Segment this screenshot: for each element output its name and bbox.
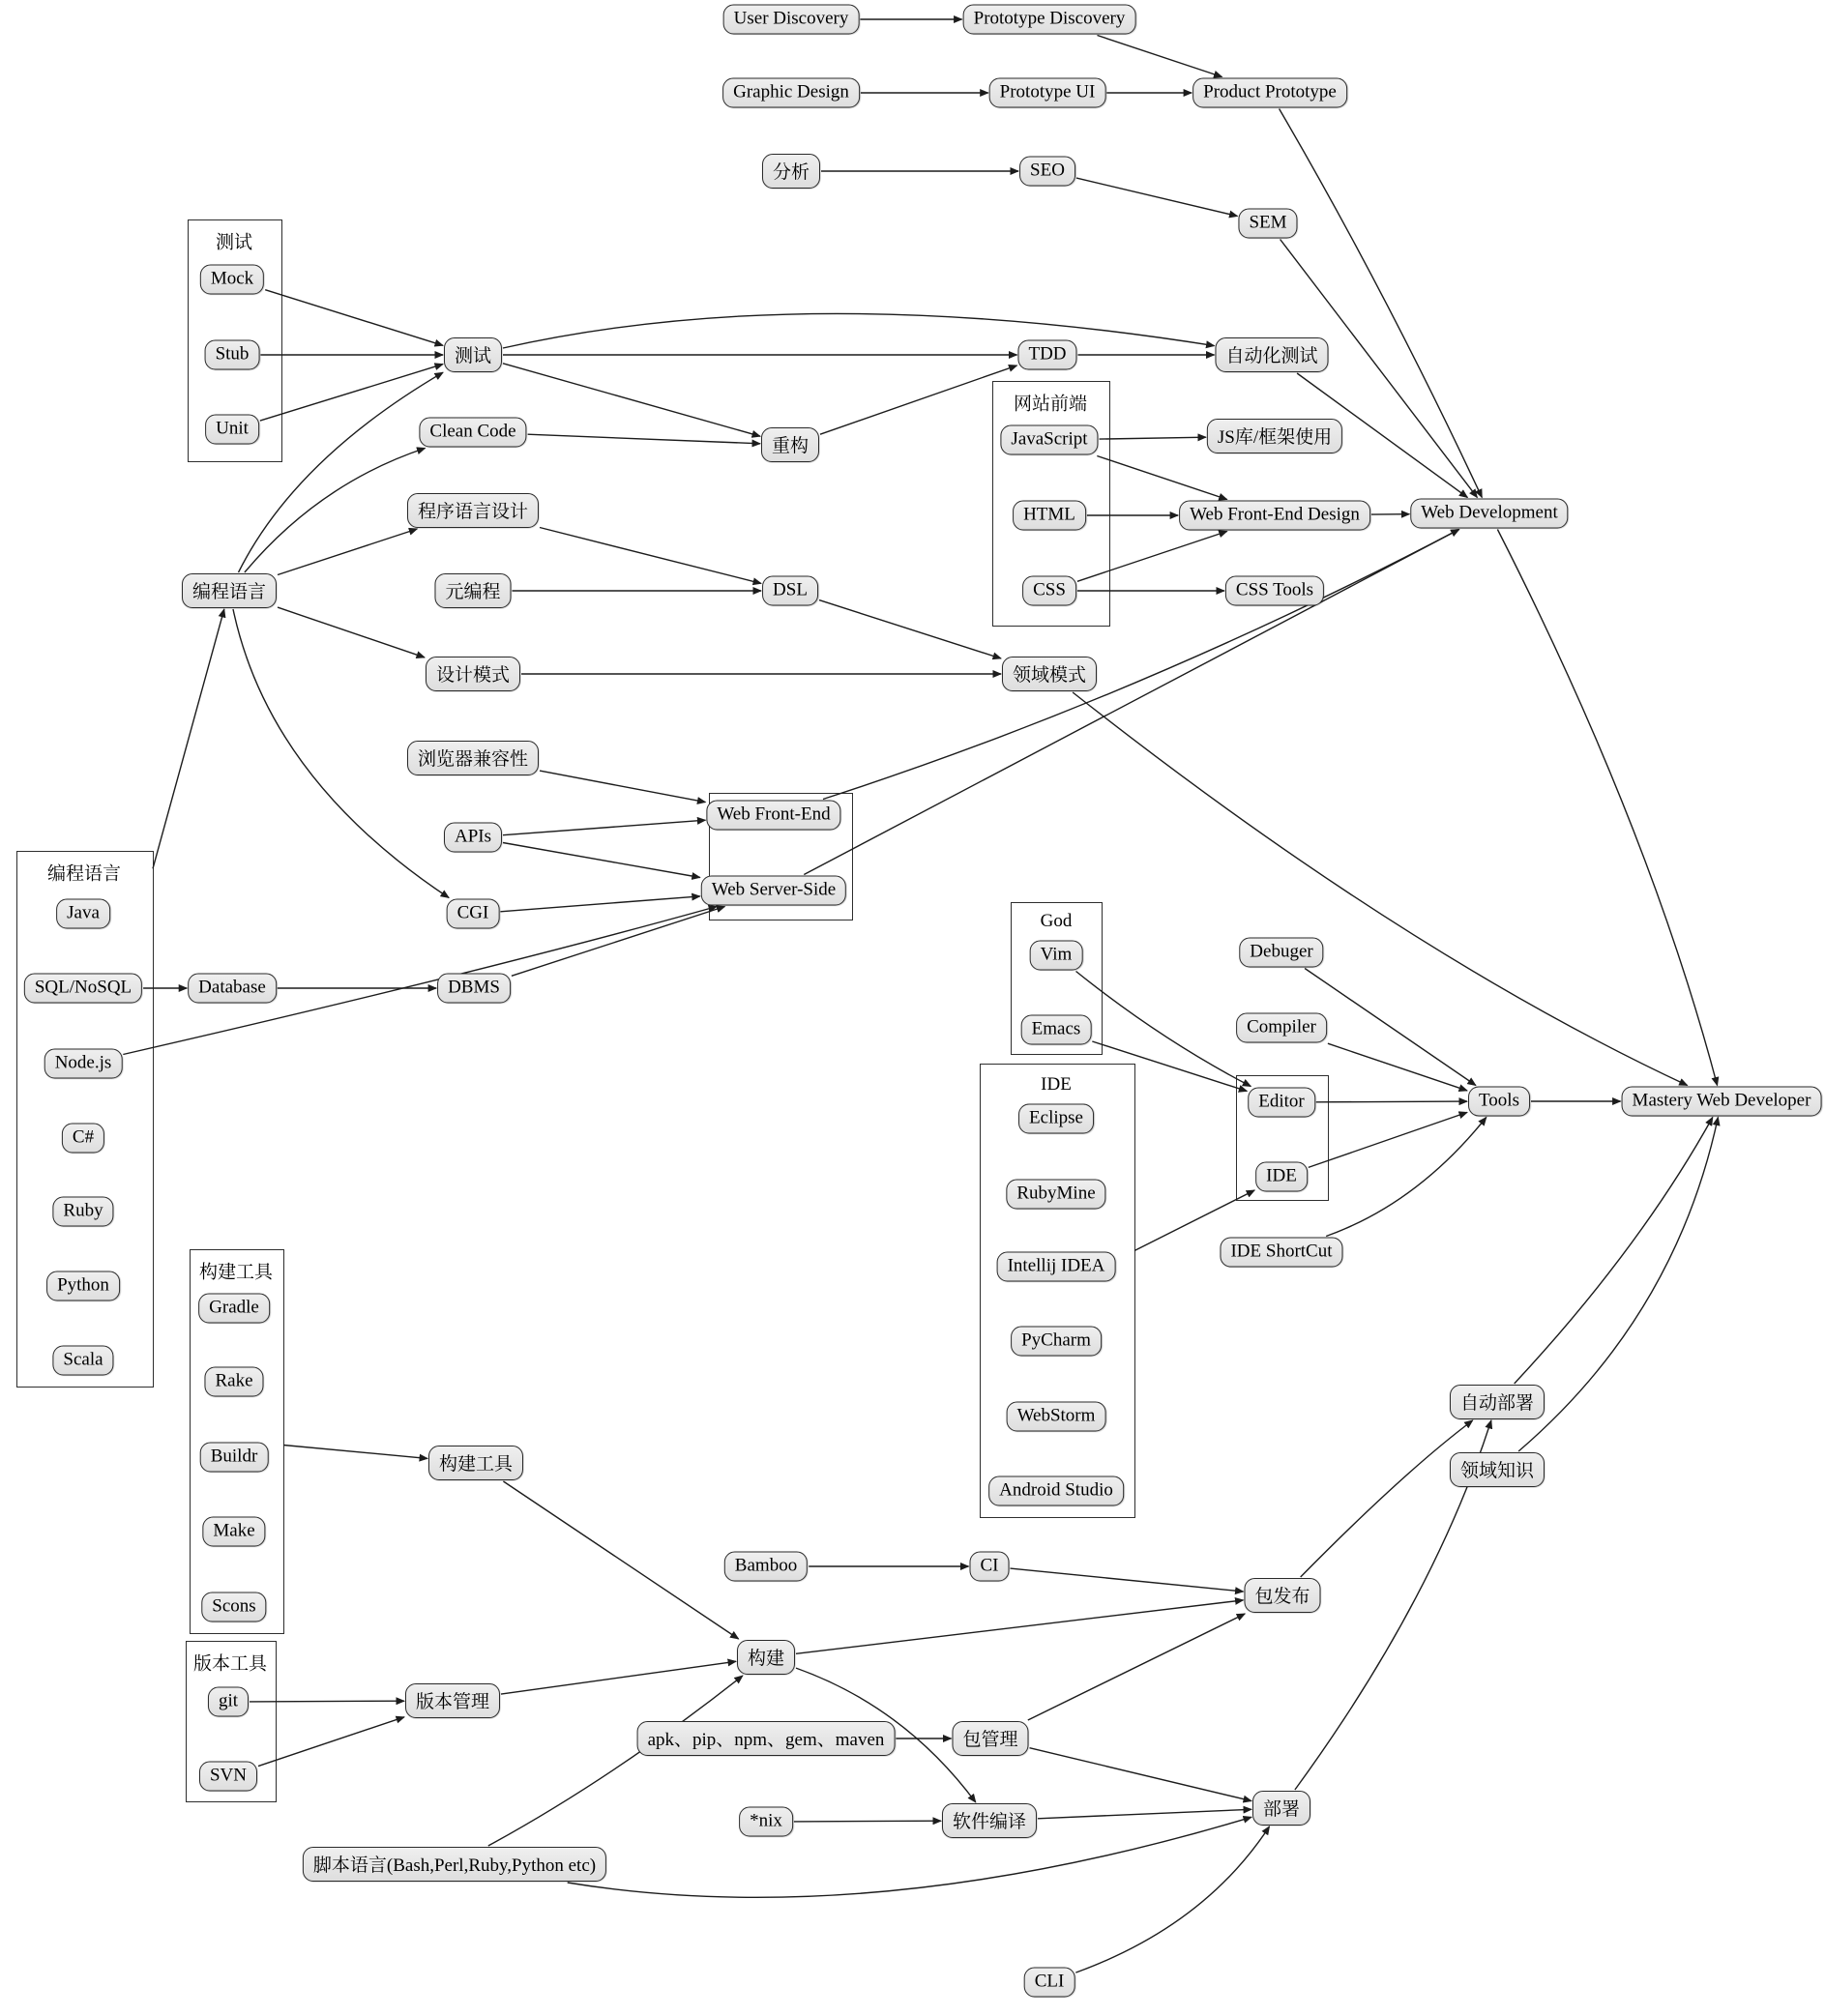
node-bao_guanli: 包管理 — [952, 1721, 1028, 1756]
node-clean_code: Clean Code — [419, 418, 526, 448]
cluster-frontend_box-label: 网站前端 — [1011, 390, 1090, 416]
node-dsl: DSL — [762, 576, 818, 606]
edge-editor-to-tools — [1316, 1101, 1467, 1102]
edge-goujian-to-bao_fabu — [796, 1600, 1244, 1653]
node-tools: Tools — [1468, 1087, 1530, 1117]
node-cgi: CGI — [447, 899, 500, 929]
edge-compiler-to-tools — [1328, 1043, 1467, 1091]
node-database: Database — [188, 974, 277, 1004]
node-make: Make — [202, 1517, 265, 1547]
node-lingyu_zhishi: 领域知识 — [1450, 1452, 1545, 1487]
node-python: Python — [46, 1271, 120, 1301]
edge-liulanqi-to-web_front_end — [540, 771, 705, 803]
node-eclipse: Eclipse — [1018, 1104, 1094, 1134]
node-goujian: 构建 — [737, 1640, 795, 1675]
edge-chengxu-to-dsl — [540, 528, 761, 584]
node-scala: Scala — [52, 1346, 113, 1376]
edge-bao_guanli-to-bushu — [1030, 1748, 1252, 1801]
edge-lingyu_zhishi-to-mastery — [1518, 1118, 1718, 1452]
node-css: CSS — [1022, 576, 1076, 606]
node-web_development: Web Development — [1410, 499, 1568, 529]
node-emacs: Emacs — [1021, 1015, 1092, 1045]
node-jiaoben: 脚本语言(Bash,Perl,Ruby,Python etc) — [303, 1847, 606, 1882]
node-rubymine: RubyMine — [1006, 1180, 1105, 1210]
node-css_tools: CSS Tools — [1225, 576, 1324, 606]
node-bamboo: Bamboo — [724, 1552, 808, 1582]
edge-seo-to-sem — [1076, 178, 1238, 216]
node-scons: Scons — [201, 1592, 266, 1622]
node-nix: *nix — [739, 1807, 793, 1837]
node-csharp: C# — [62, 1124, 104, 1154]
node-editor: Editor — [1248, 1088, 1315, 1118]
node-ruanjian_bianyi: 软件编译 — [942, 1803, 1037, 1838]
edge-javascript-to-jsku — [1100, 437, 1206, 439]
edge-jiaoben-to-bushu — [568, 1817, 1251, 1897]
edge-buildtools_box-to-goujian_gongju — [283, 1446, 427, 1459]
edge-languages_box-to-biancheng_yuyan — [153, 609, 224, 868]
node-fenxi: 分析 — [762, 154, 820, 189]
edge-ci-to-bao_fabu — [1011, 1568, 1244, 1592]
cluster-versiontools_box-label: 版本工具 — [191, 1650, 270, 1676]
node-git: git — [208, 1687, 249, 1717]
node-javascript: JavaScript — [1000, 425, 1098, 455]
node-chengxu: 程序语言设计 — [407, 493, 539, 528]
edge-web_server_side-to-web_development — [804, 530, 1458, 875]
edge-chonggou-to-tdd — [820, 365, 1017, 434]
node-graphic_design: Graphic Design — [722, 78, 860, 108]
edge-biancheng_yuyan-to-clean_code — [245, 449, 426, 573]
node-wfed: Web Front-End Design — [1179, 501, 1370, 531]
edge-ceshi-to-chonggou — [503, 364, 760, 436]
node-sheji: 设计模式 — [426, 657, 520, 691]
node-debuger: Debuger — [1239, 938, 1323, 968]
node-biancheng_yuyan: 编程语言 — [182, 573, 277, 608]
node-webstorm: WebStorm — [1007, 1402, 1106, 1432]
edge-ceshi-to-zidonghua — [503, 313, 1215, 348]
edge-web_front_end-to-web_development — [823, 530, 1459, 800]
edge-ide_node-to-tools — [1309, 1112, 1467, 1167]
node-sql_nosql: SQL/NoSQL — [24, 974, 142, 1004]
cluster-languages_box — [16, 851, 154, 1388]
edge-javascript-to-wfed — [1097, 456, 1226, 500]
node-bushu: 部署 — [1252, 1791, 1310, 1826]
node-ceshi: 测试 — [444, 337, 502, 372]
node-user_discovery: User Discovery — [723, 5, 860, 35]
edge-web_development-to-mastery — [1497, 530, 1717, 1086]
cluster-ide_box-label: IDE — [1038, 1074, 1074, 1096]
edge-bao_fabu-to-zidong_bushu — [1301, 1420, 1473, 1577]
node-buildr: Buildr — [200, 1443, 269, 1473]
node-android_studio: Android Studio — [988, 1476, 1124, 1506]
node-web_front_end: Web Front-End — [706, 801, 840, 831]
edge-dsl-to-lingyu_moshi — [819, 600, 1001, 658]
node-ci: CI — [970, 1552, 1010, 1582]
node-unit: Unit — [205, 415, 259, 445]
edge-nix-to-ruanjian_bianyi — [794, 1821, 941, 1822]
edge-jiaoben-to-goujian — [488, 1676, 743, 1846]
node-ide_shortcut: IDE ShortCut — [1220, 1238, 1342, 1268]
edge-zidong_bushu-to-mastery — [1515, 1118, 1713, 1385]
edge-debuger-to-tools — [1305, 969, 1476, 1086]
edge-svn-to-banben_guanli — [258, 1717, 404, 1767]
node-ide_node: IDE — [1255, 1162, 1308, 1192]
cluster-buildtools_box-label: 构建工具 — [196, 1258, 276, 1284]
edge-cli-to-bushu — [1075, 1826, 1269, 1972]
node-jsku: JS库/框架使用 — [1207, 419, 1342, 453]
node-pycharm: PyCharm — [1011, 1327, 1102, 1357]
cluster-tests_box-label: 测试 — [213, 228, 255, 254]
node-seo: SEO — [1019, 157, 1075, 187]
edge-prototype_discovery-to-product_prototype — [1098, 36, 1222, 77]
node-dbms: DBMS — [437, 974, 511, 1004]
node-bao_fabu: 包发布 — [1244, 1578, 1320, 1613]
edge-bao_guanli-to-bao_fabu — [1028, 1614, 1245, 1720]
edge-ide_shortcut-to-tools — [1326, 1118, 1486, 1237]
edge-banben_guanli-to-goujian — [501, 1661, 736, 1694]
node-prototype_ui: Prototype UI — [989, 78, 1106, 108]
node-banben_guanli: 版本管理 — [405, 1683, 500, 1718]
node-yuanbiancheng: 元编程 — [434, 573, 511, 608]
node-ruby: Ruby — [52, 1197, 113, 1227]
node-zidong_bushu: 自动部署 — [1450, 1385, 1545, 1419]
node-nodejs: Node.js — [44, 1049, 123, 1079]
edge-clean_code-to-chonggou — [528, 434, 760, 444]
node-apk_pip: apk、pip、npm、gem、maven — [637, 1721, 896, 1756]
edge-mock-to-ceshi — [265, 290, 443, 346]
edge-ruanjian_bianyi-to-bushu — [1038, 1809, 1251, 1819]
node-tdd: TDD — [1017, 340, 1076, 370]
edge-biancheng_yuyan-to-sheji — [278, 607, 425, 657]
node-mastery: Mastery Web Developer — [1622, 1087, 1822, 1117]
edge-lingyu_moshi-to-mastery — [1073, 692, 1688, 1086]
cluster-god_box-label: God — [1038, 911, 1075, 932]
node-svn: SVN — [199, 1762, 257, 1792]
cluster-languages_box-label: 编程语言 — [44, 860, 124, 886]
node-prototype_discovery: Prototype Discovery — [963, 5, 1136, 35]
node-rake: Rake — [204, 1367, 263, 1397]
node-sem: SEM — [1238, 209, 1297, 239]
node-html: HTML — [1013, 501, 1086, 531]
edge-dbms-to-web_server_side — [512, 907, 725, 977]
node-gradle: Gradle — [198, 1294, 270, 1324]
node-web_server_side: Web Server-Side — [701, 876, 846, 906]
edge-unit-to-ceshi — [260, 365, 443, 422]
node-apis: APIs — [444, 823, 502, 853]
node-cli: CLI — [1024, 1968, 1075, 1998]
node-compiler: Compiler — [1236, 1013, 1327, 1043]
node-lingyu_moshi: 领域模式 — [1002, 657, 1097, 691]
node-vim: Vim — [1030, 941, 1083, 971]
edge-goujian_gongju-to-goujian — [503, 1481, 738, 1639]
edge-apis-to-web_front_end — [503, 820, 705, 835]
node-goujian_gongju: 构建工具 — [428, 1446, 523, 1480]
node-zidonghua: 自动化测试 — [1215, 337, 1328, 372]
node-stub: Stub — [205, 340, 260, 370]
node-java: Java — [56, 899, 110, 929]
edge-biancheng_yuyan-to-chengxu — [278, 529, 417, 575]
edge-cgi-to-web_server_side — [500, 896, 699, 912]
node-liulanqi: 浏览器兼容性 — [407, 741, 539, 775]
node-intellij: Intellij IDEA — [997, 1252, 1116, 1282]
node-product_prototype: Product Prototype — [1192, 78, 1347, 108]
node-chonggou: 重构 — [761, 427, 819, 462]
edge-apis-to-web_server_side — [503, 843, 700, 878]
node-mock: Mock — [200, 265, 264, 295]
